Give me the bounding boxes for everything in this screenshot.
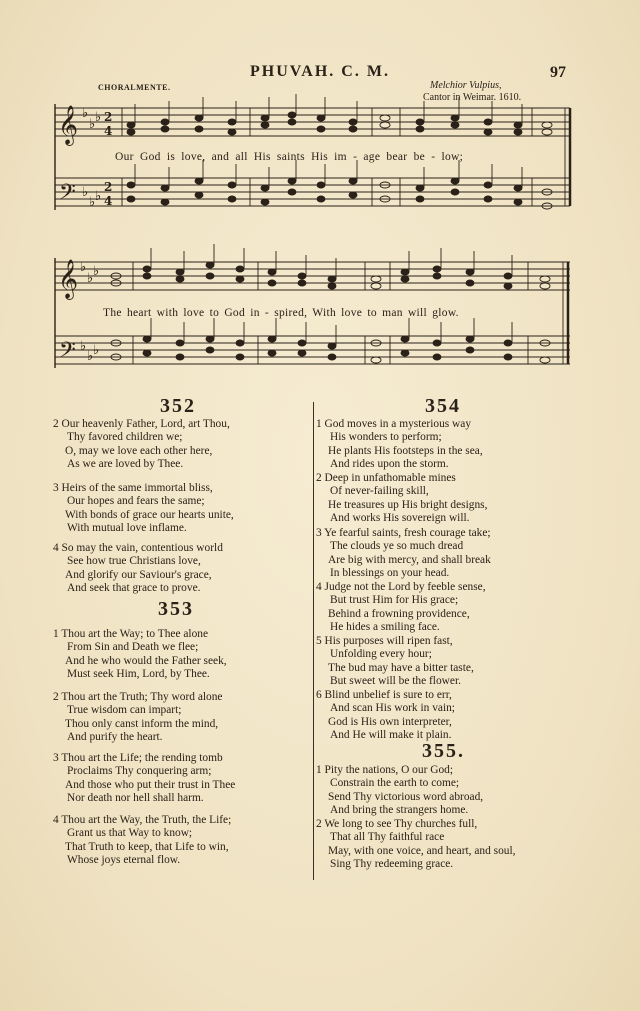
hymn-352-verse-2: 2 Our heavenly Father, Lord, art Thou, Thy favored children we; O, may we love each other here, As we are loved by Thee. xyxy=(53,418,230,470)
svg-text:♭: ♭ xyxy=(82,106,89,121)
music-lyrics-line-2: The heart with love to God in - spired, With love to man will glow. xyxy=(103,307,459,319)
hymn-354-verse-1: 1 God moves in a mysterious way His wonders to perform; He plants His footsteps in the sea, And rides upon the storm. xyxy=(316,418,483,470)
tune-title: PHUVAH. C. M. xyxy=(250,63,390,80)
hymn-number-352: 352 xyxy=(160,395,196,417)
svg-text:𝄢: 𝄢 xyxy=(59,180,76,210)
hymn-354-verse-4: 4 Judge not the Lord by feeble sense, But trust Him for His grace; Behind a frowning providence, He hides a smiling face. xyxy=(316,581,486,633)
hymn-355-verse-1: 1 Pity the nations, O our God; Constrain the earth to come; Send Thy victorious word abroad, And bring the strangers home. xyxy=(316,764,484,816)
svg-text:♭: ♭ xyxy=(93,343,100,358)
svg-text:♭: ♭ xyxy=(82,185,89,200)
svg-text:2: 2 xyxy=(104,110,113,124)
svg-text:𝄢: 𝄢 xyxy=(59,338,76,368)
svg-text:♭: ♭ xyxy=(80,260,87,275)
music-lyrics-line-1: Our God is love, and all His saints His im - age bear be - low; xyxy=(115,151,464,163)
hymn-353-verse-1: 1 Thou art the Way; to Thee alone From Sin and Death we flee; And he who would the Father seek, Must seek Him, Lord, by Thee. xyxy=(53,628,227,680)
clefs xyxy=(58,105,112,368)
svg-text:♭: ♭ xyxy=(93,264,100,279)
hymn-353-verse-3: 3 Thou art the Life; the rending tomb Proclaims Thy conquering arm; And those who put their trust in Thee Nor death nor hell shall harm. xyxy=(53,752,236,804)
svg-text:♭: ♭ xyxy=(87,349,94,364)
hymn-353-verse-2: 2 Thou art the Truth; Thy word alone True wisdom can impart; Thou only canst inform the mind, And purify the heart. xyxy=(53,691,223,743)
hymn-355-verse-2: 2 We long to see Thy churches full, That all Thy faithful race May, with one voice, and heart, and soul, Sing Thy redeeming grace. xyxy=(316,818,516,870)
music-score xyxy=(0,0,640,400)
hymn-354-verse-5: 5 His purposes will ripen fast, Unfolding every hour; The bud may have a bitter taste, But sweet will be the flower. xyxy=(316,635,474,687)
hymn-354-verse-6: 6 Blind unbelief is sure to err, And scan His work in vain; God is His own interpreter, And He will make it plain. xyxy=(316,689,455,741)
hymn-354-verse-2: 2 Deep in unfathomable mines Of never-failing skill, He treasures up His bright designs, And works His sovereign will. xyxy=(316,472,488,524)
svg-text:2: 2 xyxy=(104,180,113,194)
svg-text:𝄞: 𝄞 xyxy=(58,105,79,145)
hymn-353-verse-4: 4 Thou art the Way, the Truth, the Life; Grant us that Way to know; That Truth to keep, that Life to win, Whose joys eternal flow. xyxy=(53,814,232,866)
hymn-354-verse-3: 3 Ye fearful saints, fresh courage take; The clouds ye so much dread Are big with mercy, and shall break In blessings on your head. xyxy=(316,527,491,579)
composer-note: Cantor in Weimar. 1610. xyxy=(423,92,522,103)
svg-text:4: 4 xyxy=(104,194,113,208)
hymn-number-353: 353 xyxy=(158,598,194,620)
hymn-number-354: 354 xyxy=(425,395,461,417)
svg-text:♭: ♭ xyxy=(89,117,96,132)
svg-text:♭: ♭ xyxy=(87,271,94,286)
svg-text:𝄞: 𝄞 xyxy=(58,259,79,299)
tempo-marking: CHORALMENTE. xyxy=(98,83,171,92)
note-heads xyxy=(111,94,552,363)
hymn-352-verse-4: 4 So may the vain, contentious world See how true Christians love, And glorify our Saviour's grace, And seek that grace to prove. xyxy=(53,542,223,594)
column-divider xyxy=(313,402,314,880)
svg-text:4: 4 xyxy=(104,124,113,138)
hymn-number-355: 355. xyxy=(422,740,465,762)
svg-text:♭: ♭ xyxy=(89,195,96,210)
composer-name: Melchior Vulpius, xyxy=(430,80,502,91)
hymn-352-verse-3: 3 Heirs of the same immortal bliss, Our hopes and fears the same; With bonds of grace our hearts unite, With mutual love inflame. xyxy=(53,482,234,534)
svg-text:♭: ♭ xyxy=(95,189,102,204)
svg-text:♭: ♭ xyxy=(80,339,87,354)
svg-text:♭: ♭ xyxy=(95,110,102,125)
page-number: 97 xyxy=(550,64,566,81)
